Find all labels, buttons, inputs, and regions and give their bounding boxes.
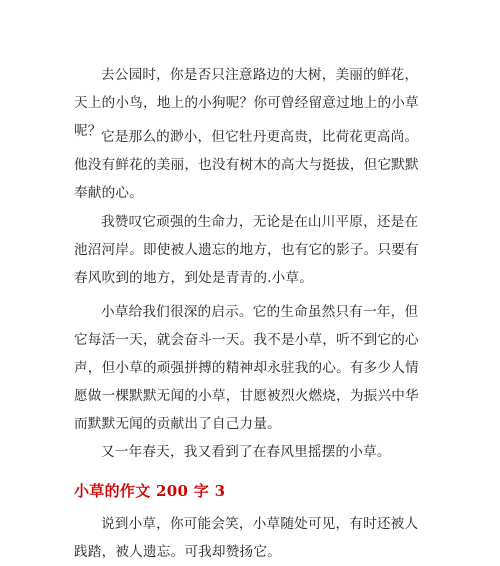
paragraph-spring: 又一年春天，我又看到了在春风里摇摆的小草。 [101,444,391,460]
paragraph-praise: 说到小草，你可能会笑，小草随处可见，有时还被人践踏，被人遗忘。可我却赞扬它。 [74,516,419,560]
paragraph-vitality: 我赞叹它顽强的生命力，无论是在山川平原，还是在池沼河岸。即使被人遗忘的地方，也有它的影子。只要有春风吹到的地方，到处是青青的.小草。 [74,214,419,286]
paragraph-inspiration: 小草给我们很深的启示。它的生命虽然只有一年，但它每活一天，就会奋斗一天。我不是小草，听不到它的心声，但小草的顽强拼搏的精神却永驻我的心。有多少人情愿做一棵默默无闻的小草，甘愿被烈火燃烧，为振兴中华而默默无闻的贡献出了自己力量。 [74,304,419,432]
section-heading: 小草的作文 200 字 3 [74,482,226,500]
paragraph-humble: 它是那么的渺小，但它牡丹更高贵，比荷花更高尚。他没有鲜花的美丽，也没有树木的高大与挺拔，但它默默奉献的心。 [74,129,419,201]
paragraph-park: 去公园时，你是否只注意路边的大树，美丽的鲜花，天上的小鸟，地上的小狗呢？你可曾经留意过地上的小草呢？ [74,67,419,139]
